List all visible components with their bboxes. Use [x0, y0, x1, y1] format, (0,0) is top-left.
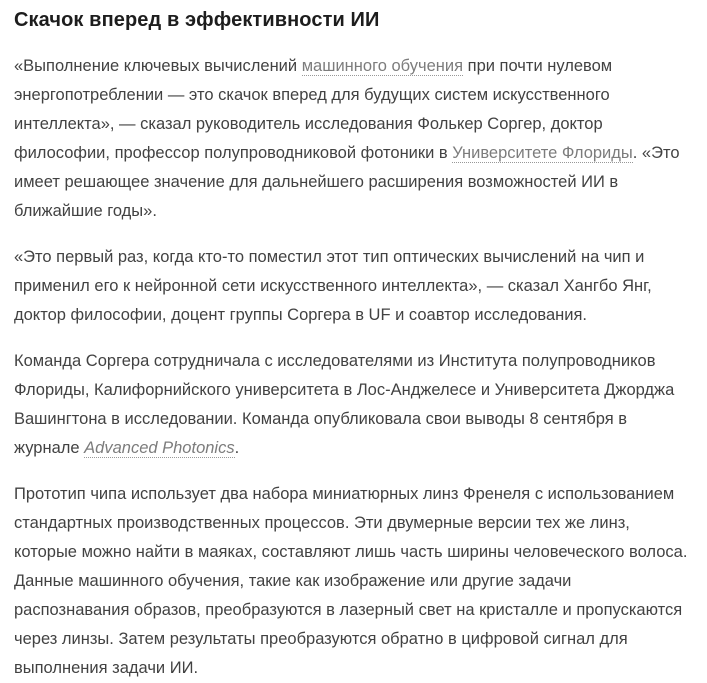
article-title: Скачок вперед в эффективности ИИ	[14, 9, 380, 31]
inline-link[interactable]: Университете Флориды	[452, 144, 633, 162]
paragraph	[14, 480, 691, 683]
text-run: Команда Соргера сотрудничала с исследователями из Института полупроводников Флориды, Калифорнийского университета в Лос-Анджелесе и Университета Джорджа Вашингтона в исследовании. Команда опубликовала свои выводы 8 сентября в журнале	[14, 352, 675, 457]
text-run: при почти нулевом энергопотреблении — это скачок вперед для будущих систем искусственного интеллекта», — сказал руководитель исследования Фолькер Соргер, доктор философии, профессор полупроводниковой фотоники в	[14, 57, 613, 162]
paragraph	[14, 243, 691, 330]
paragraph	[14, 52, 691, 226]
text-run: «Выполнение ключевых вычислений	[14, 57, 302, 75]
article-body	[14, 52, 691, 683]
inline-link[interactable]: машинного обучения	[301, 57, 464, 75]
inline-link[interactable]: Advanced Photonics	[84, 439, 235, 457]
paragraph	[14, 347, 691, 463]
text-run: . «Это имеет решающее значение для дальнейшего расширения возможностей ИИ в ближайшие годы».	[14, 144, 680, 220]
text-run: .	[234, 439, 240, 457]
text-run: «Это первый раз, когда кто-то поместил этот тип оптических вычислений на чип и применил его к нейронной сети искусственного интеллекта», — сказал Хангбо Янг, доктор философии, доцент группы Соргера в UF и соавтор исследования.	[14, 248, 652, 324]
text-run: Прототип чипа использует два набора миниатюрных линз Френеля с использованием стандартных производственных процессов. Эти двумерные версии тех же линз, которые можно найти в маяках, составляют лишь часть ширины человеческого волоса. Данные машинного обучения, такие как изображение или другие задачи распознавания образов, преобразуются в лазерный свет на кристалле и пропускаются через линзы. Затем результаты преобразуются обратно в цифровой сигнал для выполнения задачи ИИ.	[14, 485, 688, 677]
